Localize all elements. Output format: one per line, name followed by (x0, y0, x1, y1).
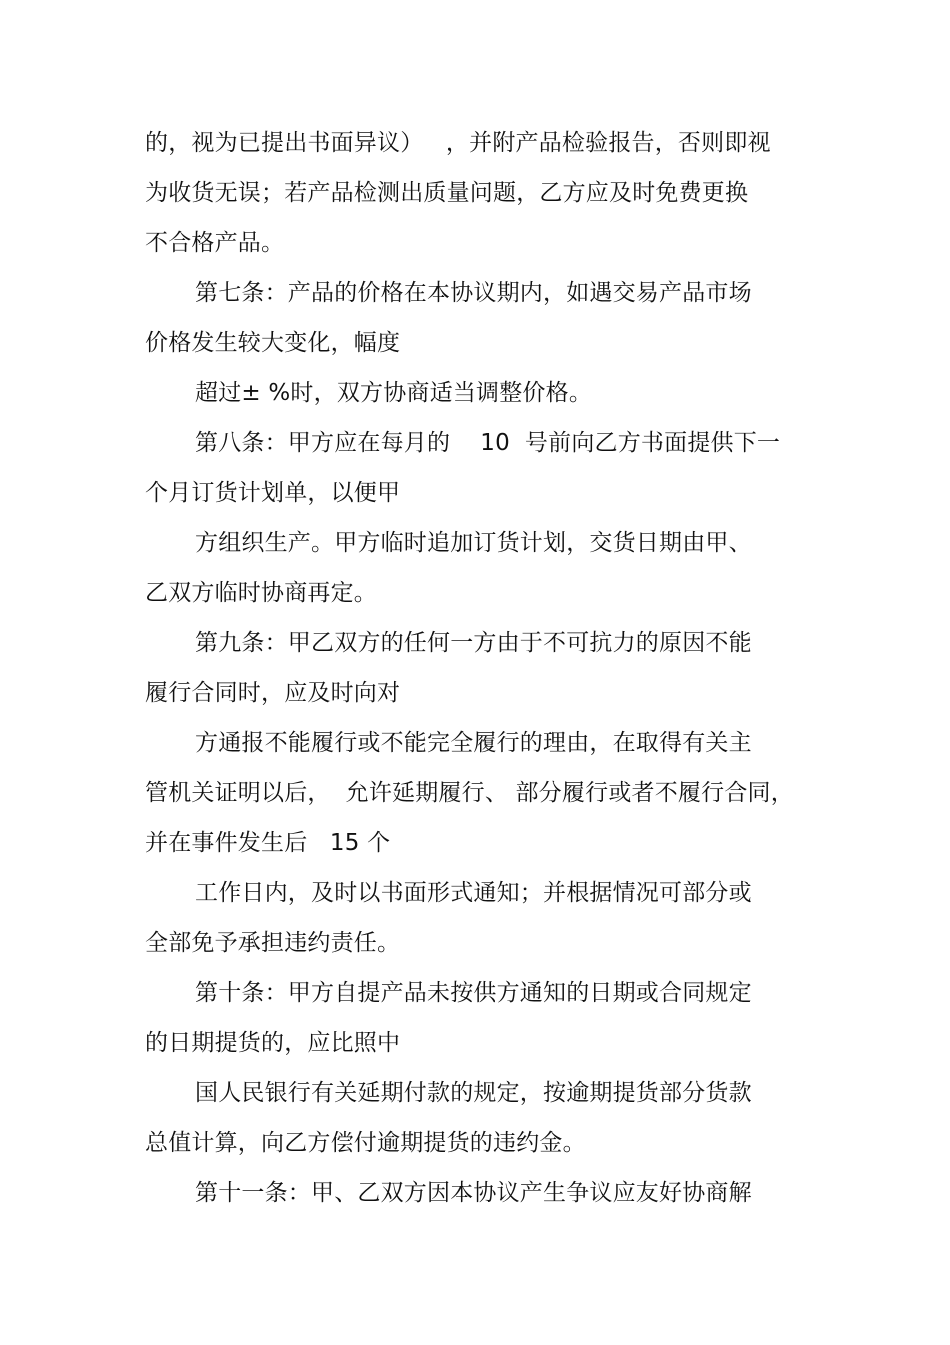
text-line: 管机关证明以后， 允许延期履行、 部分履行或者不履行合同， (145, 780, 794, 806)
article-10-heading-line: 第十条：甲方自提产品未按供方通知的日期或合同规定 (195, 980, 752, 1006)
text-line: 方组织生产。甲方临时追加订货计划，交货日期由甲、 (195, 530, 752, 556)
text-line: 超过± %时，双方协商适当调整价格。 (195, 380, 593, 406)
text-line: 个月订货计划单，以便甲 (145, 480, 401, 506)
text-line: 的日期提货的，应比照中 (145, 1030, 401, 1056)
text-line: 的，视为已提出书面异议） ，并附产品检验报告，否则即视 (145, 130, 771, 156)
text-line: 工作日内，及时以书面形式通知；并根据情况可部分或 (195, 880, 752, 906)
text-line: 总值计算，向乙方偿付逾期提货的违约金。 (145, 1130, 586, 1156)
article-9-heading-line: 第九条：甲乙双方的任何一方由于不可抗力的原因不能 (195, 630, 752, 656)
text-line: 全部免予承担违约责任。 (145, 930, 401, 956)
article-7-heading-line: 第七条：产品的价格在本协议期内，如遇交易产品市场 (195, 280, 752, 306)
text-line: 并在事件发生后 15 个 (145, 830, 391, 856)
text-line: 价格发生较大变化，幅度 (145, 330, 401, 356)
article-8-heading-line: 第八条：甲方应在每月的 10 号前向乙方书面提供下一 (195, 430, 781, 456)
article-11-heading-line: 第十一条：甲、乙双方因本协议产生争议应友好协商解 (195, 1180, 752, 1206)
text-line: 乙双方临时协商再定。 (145, 580, 377, 606)
text-line: 方通报不能履行或不能完全履行的理由，在取得有关主 (195, 730, 752, 756)
text-line: 履行合同时，应及时向对 (145, 680, 401, 706)
text-line: 为收货无误；若产品检测出质量问题，乙方应及时免费更换 (145, 180, 749, 206)
text-line: 国人民银行有关延期付款的规定，按逾期提货部分货款 (195, 1080, 752, 1106)
text-line: 不合格产品。 (145, 230, 285, 256)
